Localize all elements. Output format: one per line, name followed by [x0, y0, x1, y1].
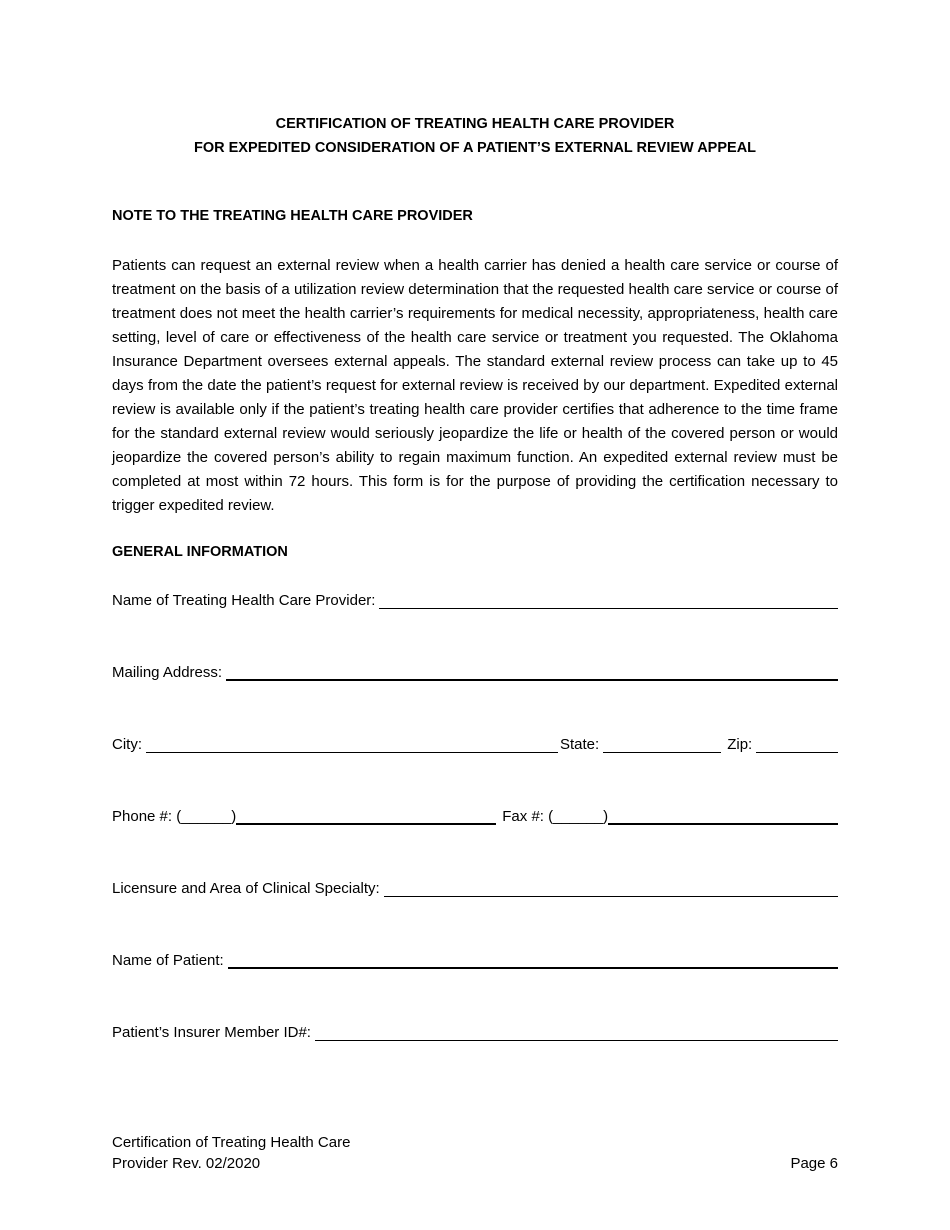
fax-label: Fax #: (______) [502, 808, 609, 825]
city-label: City: [112, 736, 142, 753]
footer-form-name-line-2: Provider Rev. 02/2020 [112, 1155, 261, 1172]
document-title [112, 112, 838, 160]
provider-name-field[interactable] [379, 594, 838, 609]
general-information-heading: GENERAL INFORMATION [112, 544, 288, 560]
member-id-label: Patient’s Insurer Member ID#: [112, 1024, 311, 1041]
note-heading: NOTE TO THE TREATING HEALTH CARE PROVIDER [112, 208, 473, 224]
mailing-address-row [112, 664, 838, 681]
phone-field[interactable] [236, 809, 496, 825]
state-field[interactable] [603, 738, 721, 753]
mailing-address-field[interactable] [226, 665, 838, 681]
phone-label: Phone #: (______) [112, 808, 237, 825]
note-body: Patients can request an external review when a health carrier has denied a health care service or course of treatment on the basis of a utilization review determination that the requested health care service or course of treatment does not meet the health carrier’s requirements for medical necessity, appropriateness, health care setting, level of care or effectiveness of the health care service or treatment you requested. The Oklahoma Insurance Department oversees external appeals. The standard external review process can take up to 45 days from the date the patient’s request for external review is received by our department. Expedited external review is available only if the patient’s treating health care provider certifies that adherence to the time frame for the standard external review would seriously jeopardize the life or health of the covered person or would jeopardize the covered person’s ability to regain maximum function. An expedited external review must be completed at most within 72 hours. This form is for the purpose of providing the certification necessary to trigger expedited review. [112, 257, 838, 514]
zip-field[interactable] [756, 738, 838, 753]
title-line-1: CERTIFICATION OF TREATING HEALTH CARE PROVIDER [275, 116, 675, 132]
footer-form-name [112, 1132, 412, 1174]
member-id-field[interactable] [315, 1026, 838, 1041]
provider-name-row [112, 592, 838, 609]
provider-name-label: Name of Treating Health Care Provider: [112, 592, 376, 609]
title-line-2: FOR EXPEDITED CONSIDERATION OF A PATIENT’S EXTERNAL REVIEW APPEAL [193, 140, 757, 156]
state-label: State: [560, 736, 600, 753]
city-state-zip-row [112, 736, 838, 753]
licensure-label: Licensure and Area of Clinical Specialty: [112, 880, 380, 897]
patient-name-label: Name of Patient: [112, 952, 224, 969]
page-number: Page 6 [790, 1155, 838, 1172]
mailing-address-label: Mailing Address: [112, 664, 223, 681]
licensure-row [112, 880, 838, 897]
phone-fax-row [112, 808, 838, 825]
patient-name-field[interactable] [228, 953, 838, 969]
member-id-row [112, 1024, 838, 1041]
licensure-field[interactable] [384, 882, 838, 897]
city-field[interactable] [146, 738, 558, 753]
patient-name-row [112, 952, 838, 969]
zip-label: Zip: [727, 736, 753, 753]
footer-form-name-line-1: Certification of Treating Health Care [112, 1134, 351, 1151]
fax-field[interactable] [608, 809, 838, 825]
